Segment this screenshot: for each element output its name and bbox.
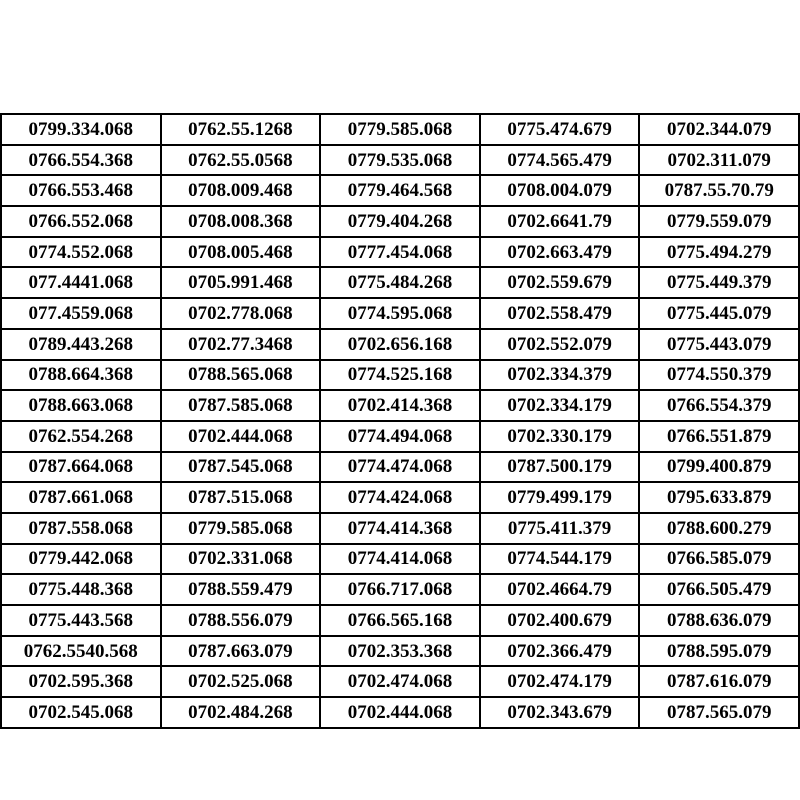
phone-number-cell: 0702.414.368 bbox=[320, 390, 480, 421]
phone-number-cell: 0788.556.079 bbox=[161, 605, 321, 636]
phone-number-cell: 0795.633.879 bbox=[639, 482, 799, 513]
phone-number-cell: 0787.500.179 bbox=[480, 452, 640, 483]
phone-number-cell: 0702.545.068 bbox=[1, 697, 161, 728]
phone-number-cell: 0702.552.079 bbox=[480, 329, 640, 360]
phone-number-cell: 0702.656.168 bbox=[320, 329, 480, 360]
phone-number-cell: 0702.366.479 bbox=[480, 636, 640, 667]
table-row bbox=[1, 482, 799, 513]
phone-number-cell: 0779.404.268 bbox=[320, 206, 480, 237]
phone-number-cell: 0708.004.079 bbox=[480, 175, 640, 206]
phone-number-cell: 0702.330.179 bbox=[480, 421, 640, 452]
phone-number-cell: 0779.464.568 bbox=[320, 175, 480, 206]
table-row bbox=[1, 544, 799, 575]
phone-number-cell: 0787.55.70.79 bbox=[639, 175, 799, 206]
phone-number-cell: 0775.448.368 bbox=[1, 574, 161, 605]
phone-number-table-body bbox=[1, 114, 799, 728]
phone-number-cell: 0779.535.068 bbox=[320, 145, 480, 176]
phone-number-cell: 0788.600.279 bbox=[639, 513, 799, 544]
phone-number-cell: 0775.411.379 bbox=[480, 513, 640, 544]
phone-number-cell: 0774.552.068 bbox=[1, 237, 161, 268]
phone-number-cell: 0702.558.479 bbox=[480, 298, 640, 329]
table-row bbox=[1, 267, 799, 298]
phone-number-cell: 0799.334.068 bbox=[1, 114, 161, 145]
phone-number-cell: 0774.494.068 bbox=[320, 421, 480, 452]
phone-number-cell: 0788.663.068 bbox=[1, 390, 161, 421]
table-row bbox=[1, 114, 799, 145]
phone-number-cell: 0774.550.379 bbox=[639, 360, 799, 391]
phone-number-cell: 0762.5540.568 bbox=[1, 636, 161, 667]
phone-number-cell: 0702.344.079 bbox=[639, 114, 799, 145]
phone-number-cell: 0787.515.068 bbox=[161, 482, 321, 513]
phone-number-cell: 0702.525.068 bbox=[161, 666, 321, 697]
phone-number-cell: 0774.474.068 bbox=[320, 452, 480, 483]
phone-number-cell: 0789.443.268 bbox=[1, 329, 161, 360]
table-row bbox=[1, 574, 799, 605]
phone-number-cell: 0766.551.879 bbox=[639, 421, 799, 452]
phone-number-cell: 0777.454.068 bbox=[320, 237, 480, 268]
table-row bbox=[1, 513, 799, 544]
phone-number-cell: 0766.552.068 bbox=[1, 206, 161, 237]
phone-number-cell: 0766.554.379 bbox=[639, 390, 799, 421]
phone-number-cell: 0702.474.179 bbox=[480, 666, 640, 697]
phone-number-cell: 0787.545.068 bbox=[161, 452, 321, 483]
phone-number-cell: 0788.664.368 bbox=[1, 360, 161, 391]
phone-number-cell: 0774.414.368 bbox=[320, 513, 480, 544]
phone-number-cell: 0774.525.168 bbox=[320, 360, 480, 391]
phone-number-cell: 0775.474.679 bbox=[480, 114, 640, 145]
phone-number-cell: 0775.484.268 bbox=[320, 267, 480, 298]
phone-number-cell: 077.4441.068 bbox=[1, 267, 161, 298]
phone-number-cell: 0799.400.879 bbox=[639, 452, 799, 483]
phone-number-cell: 0775.449.379 bbox=[639, 267, 799, 298]
phone-number-cell: 0702.778.068 bbox=[161, 298, 321, 329]
table-row bbox=[1, 605, 799, 636]
phone-number-cell: 0774.424.068 bbox=[320, 482, 480, 513]
phone-number-cell: 0702.595.368 bbox=[1, 666, 161, 697]
table-row bbox=[1, 452, 799, 483]
phone-number-cell: 0702.343.679 bbox=[480, 697, 640, 728]
phone-number-sheet bbox=[0, 113, 800, 723]
phone-number-cell: 0708.009.468 bbox=[161, 175, 321, 206]
table-row bbox=[1, 237, 799, 268]
table-row bbox=[1, 421, 799, 452]
table-row bbox=[1, 175, 799, 206]
phone-number-cell: 0775.443.568 bbox=[1, 605, 161, 636]
phone-number-cell: 0779.585.068 bbox=[320, 114, 480, 145]
phone-number-cell: 0774.414.068 bbox=[320, 544, 480, 575]
phone-number-cell: 0708.008.368 bbox=[161, 206, 321, 237]
phone-number-cell: 0779.585.068 bbox=[161, 513, 321, 544]
phone-number-cell: 0702.444.068 bbox=[320, 697, 480, 728]
phone-number-cell: 0774.595.068 bbox=[320, 298, 480, 329]
phone-number-table bbox=[0, 113, 800, 729]
phone-number-cell: 0762.554.268 bbox=[1, 421, 161, 452]
phone-number-cell: 0774.544.179 bbox=[480, 544, 640, 575]
phone-number-cell: 0762.55.1268 bbox=[161, 114, 321, 145]
phone-number-cell: 0702.311.079 bbox=[639, 145, 799, 176]
phone-number-cell: 0702.663.479 bbox=[480, 237, 640, 268]
phone-number-cell: 0787.663.079 bbox=[161, 636, 321, 667]
phone-number-cell: 0788.565.068 bbox=[161, 360, 321, 391]
table-row bbox=[1, 636, 799, 667]
phone-number-cell: 0774.565.479 bbox=[480, 145, 640, 176]
phone-number-cell: 077.4559.068 bbox=[1, 298, 161, 329]
phone-number-cell: 0779.499.179 bbox=[480, 482, 640, 513]
phone-number-cell: 0762.55.0568 bbox=[161, 145, 321, 176]
phone-number-cell: 0766.553.468 bbox=[1, 175, 161, 206]
phone-number-cell: 0788.636.079 bbox=[639, 605, 799, 636]
phone-number-cell: 0702.353.368 bbox=[320, 636, 480, 667]
phone-number-cell: 0787.565.079 bbox=[639, 697, 799, 728]
phone-number-cell: 0779.559.079 bbox=[639, 206, 799, 237]
phone-number-cell: 0702.334.179 bbox=[480, 390, 640, 421]
phone-number-cell: 0787.558.068 bbox=[1, 513, 161, 544]
table-row bbox=[1, 298, 799, 329]
table-row bbox=[1, 145, 799, 176]
phone-number-cell: 0705.991.468 bbox=[161, 267, 321, 298]
phone-number-cell: 0702.474.068 bbox=[320, 666, 480, 697]
phone-number-cell: 0702.334.379 bbox=[480, 360, 640, 391]
phone-number-cell: 0702.6641.79 bbox=[480, 206, 640, 237]
phone-number-cell: 0702.4664.79 bbox=[480, 574, 640, 605]
phone-number-cell: 0788.559.479 bbox=[161, 574, 321, 605]
phone-number-cell: 0787.661.068 bbox=[1, 482, 161, 513]
phone-number-cell: 0775.494.279 bbox=[639, 237, 799, 268]
table-row bbox=[1, 697, 799, 728]
phone-number-cell: 0779.442.068 bbox=[1, 544, 161, 575]
phone-number-cell: 0766.717.068 bbox=[320, 574, 480, 605]
phone-number-cell: 0702.559.679 bbox=[480, 267, 640, 298]
phone-number-cell: 0787.585.068 bbox=[161, 390, 321, 421]
phone-number-cell: 0766.554.368 bbox=[1, 145, 161, 176]
phone-number-cell: 0702.400.679 bbox=[480, 605, 640, 636]
phone-number-cell: 0702.444.068 bbox=[161, 421, 321, 452]
phone-number-cell: 0766.505.479 bbox=[639, 574, 799, 605]
phone-number-cell: 0788.595.079 bbox=[639, 636, 799, 667]
phone-number-cell: 0787.664.068 bbox=[1, 452, 161, 483]
phone-number-cell: 0708.005.468 bbox=[161, 237, 321, 268]
table-row bbox=[1, 666, 799, 697]
table-row bbox=[1, 206, 799, 237]
phone-number-cell: 0702.484.268 bbox=[161, 697, 321, 728]
phone-number-cell: 0766.585.079 bbox=[639, 544, 799, 575]
phone-number-cell: 0766.565.168 bbox=[320, 605, 480, 636]
phone-number-cell: 0775.443.079 bbox=[639, 329, 799, 360]
phone-number-cell: 0775.445.079 bbox=[639, 298, 799, 329]
phone-number-cell: 0787.616.079 bbox=[639, 666, 799, 697]
phone-number-cell: 0702.77.3468 bbox=[161, 329, 321, 360]
table-row bbox=[1, 390, 799, 421]
phone-number-cell: 0702.331.068 bbox=[161, 544, 321, 575]
table-row bbox=[1, 360, 799, 391]
table-row bbox=[1, 329, 799, 360]
